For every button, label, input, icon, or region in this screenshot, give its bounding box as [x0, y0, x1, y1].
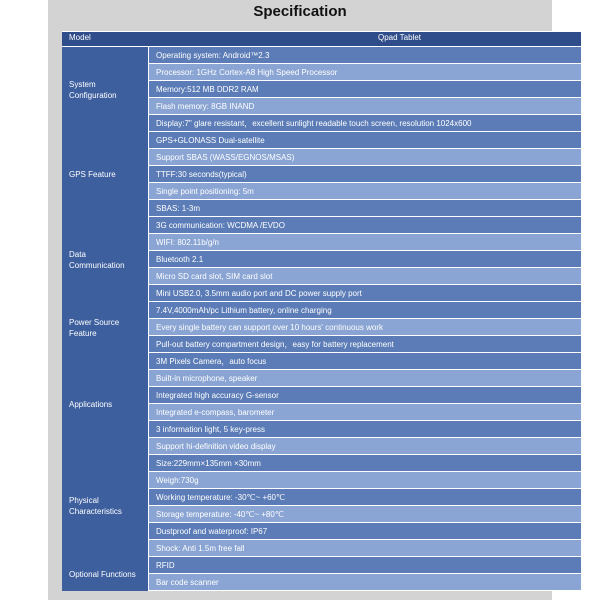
spec-row: Storage temperature: -40℃~ +80℃ [149, 506, 581, 523]
spec-row: Flash memory: 8GB INAND [149, 98, 581, 115]
section-label-text: GPS Feature [69, 170, 116, 179]
spec-row: Bluetooth 2.1 [149, 251, 581, 268]
spec-row: Working temperature: -30℃~ +60℃ [149, 489, 581, 506]
spec-row: WIFI: 802.11b/g/n [149, 234, 581, 251]
spec-section [62, 353, 581, 455]
section-label-text: System Configuration [69, 79, 117, 100]
spec-row: Memory:512 MB DDR2 RAM [149, 81, 581, 98]
spec-row: Processor: 1GHz Cortex-A8 High Speed Processor [149, 64, 581, 81]
section-label [62, 455, 149, 557]
spec-section [62, 132, 581, 217]
section-label-text: Power Source Feature [69, 317, 120, 338]
spec-row: Operating system: Android™2.3 [149, 47, 581, 64]
spec-row: Size:229mm×135mm ×30mm [149, 455, 581, 472]
spec-row: Weigh:730g [149, 472, 581, 489]
spec-row: Display:7" glare resistant，excellent sunlight readable touch screen, resolution 1024x600 [149, 115, 581, 132]
section-label-text: Physical Characteristics [69, 496, 122, 516]
spec-row: Integrated high accuracy G-sensor [149, 387, 581, 404]
spec-row: SBAS: 1-3m [149, 200, 581, 217]
section-label [62, 47, 149, 132]
spec-row: Integrated e-compass, barometer [149, 404, 581, 421]
spec-row: Shock: Anti 1.5m free fall [149, 540, 581, 557]
spec-row: Support SBAS (WASS/EGNOS/MSAS) [149, 149, 581, 166]
section-label [62, 302, 149, 353]
spec-row: Support hi-definition video display [149, 438, 581, 455]
section-label-text: Optional Functions [69, 569, 136, 579]
spec-section [62, 47, 581, 132]
section-label-text: Data Communication [69, 249, 125, 270]
spec-row: Single point positioning: 5m [149, 183, 581, 200]
spec-row: Bar code scanner [149, 574, 581, 591]
model-header: Model [69, 33, 91, 42]
spec-section [62, 302, 581, 353]
spec-row: 3 information light, 5 key-press [149, 421, 581, 438]
section-label [62, 353, 149, 455]
spec-section [62, 217, 581, 302]
spec-row: Built-in microphone, speaker [149, 370, 581, 387]
spec-section [62, 455, 581, 557]
page-title: Specification [253, 3, 347, 20]
spec-row: RFID [149, 557, 581, 574]
spec-sheet [48, 0, 552, 600]
spec-row: 3M Pixels Camera，auto focus [149, 353, 581, 370]
spec-section [62, 557, 581, 591]
section-label-text: Applications [69, 399, 113, 409]
table-header [62, 31, 581, 47]
spec-row: Pull-out battery compartment design，easy for battery replacement [149, 336, 581, 353]
spec-row: GPS+GLONASS Dual-satellite [149, 132, 581, 149]
spec-row: TTFF:30 seconds(typical) [149, 166, 581, 183]
product-header: Qpad Tablet [378, 33, 421, 42]
section-label [62, 557, 149, 591]
spec-row: Every single battery can support over 10 hours' continuous work [149, 319, 581, 336]
spec-row: 3G communication: WCDMA /EVDO [149, 217, 581, 234]
spec-row: 7.4V,4000mAh/pc Lithium battery, online charging [149, 302, 581, 319]
spec-row: Dustproof and waterproof: IP67 [149, 523, 581, 540]
section-label [62, 217, 149, 302]
section-label [62, 132, 149, 217]
spec-row: Micro SD card slot, SIM card slot [149, 268, 581, 285]
spec-row: Mini USB2.0, 3.5mm audio port and DC power supply port [149, 285, 581, 302]
